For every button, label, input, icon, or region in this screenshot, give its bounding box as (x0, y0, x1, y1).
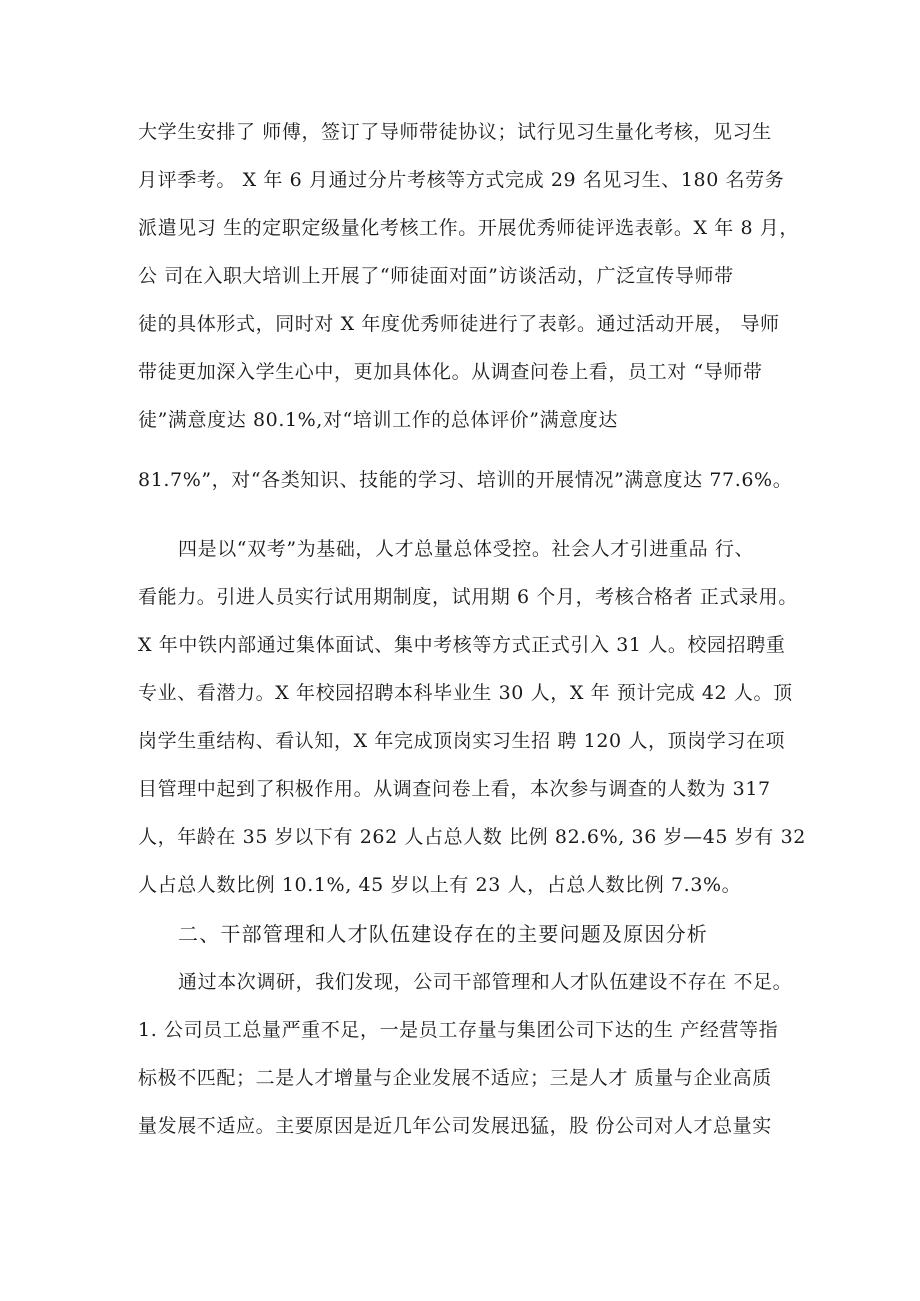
paragraph-3-line-4: 量发展不适应。主要原因是近几年公司发展迅猛，股 份公司对人才总量实 (138, 1115, 772, 1137)
paragraph-1-line-5: 徒的具体形式，同时对 X 年度优秀师徒进行了表彰。通过活动开展， 导师 (138, 313, 780, 335)
paragraph-1-line-6: 带徒更加深入学生心中，更加具体化。从调查问卷上看，员工对 “导师带 (138, 361, 763, 383)
paragraph-2-line-4: 专业、看潜力。X 年校园招聘本科毕业生 30 人，X 年 预计完成 42 人。顶 (138, 682, 793, 704)
paragraph-3-line-1: 通过本次调研，我们发现，公司干部管理和人才队伍建设不存在 不足。 (178, 971, 793, 993)
section-heading: 二、干部管理和人才队伍建设存在的主要问题及原因分析 (178, 922, 708, 946)
paragraph-2-line-1: 四是以“双考”为基础，人才总量总体受控。社会人才引进重品 行、 (178, 538, 755, 560)
paragraph-1-line-1: 大学生安排了 师傅，签订了导师带徒协议；试行见习生量化考核，见习生 (138, 121, 772, 143)
paragraph-2-line-2: 看能力。引进人员实行试用期制度，试用期 6 个月，考核合格者 正式录用。 (138, 586, 798, 608)
paragraph-3-line-3: 标极不匹配；二是人才增量与企业发展不适应；三是人才 质量与企业高质 (138, 1067, 772, 1089)
paragraph-2-line-8: 人占总人数比例 10.1%, 45 岁以上有 23 人，占总人数比例 7.3%。 (138, 874, 742, 896)
paragraph-1-line-4: 公 司在入职大培训上开展了“师徒面对面”访谈活动，广泛宣传导师带 (138, 265, 734, 287)
paragraph-1-line-8: 81.7%”，对“各类知识、技能的学习、培训的开展情况”满意度达 77.6%。 (138, 469, 793, 491)
paragraph-1-line-7: 徒”满意度达 80.1%,对“培训工作的总体评价”满意度达 (138, 409, 618, 431)
paragraph-2-line-7: 人，年龄在 35 岁以下有 262 人占总人数 比例 82.6%, 36 岁—45 岁有 32 (138, 826, 806, 848)
paragraph-3-line-2: 1. 公司员工总量严重不足，一是员工存量与集团公司下达的生 产经营等指 (138, 1019, 779, 1041)
paragraph-2-line-3: X 年中铁内部通过集体面试、集中考核等方式正式引入 31 人。校园招聘重 (138, 634, 786, 656)
paragraph-2-line-6: 目管理中起到了积极作用。从调查问卷上看，本次参与调查的人数为 317 (138, 778, 771, 800)
paragraph-1-line-3: 派遣见习 生的定职定级量化考核工作。开展优秀师徒评选表彰。X 年 8 月， (138, 217, 799, 239)
paragraph-2-line-5: 岗学生重结构、看认知，X 年完成顶岗实习生招 聘 120 人，顶岗学习在项 (138, 730, 786, 752)
paragraph-1-line-2: 月评季考。 X 年 6 月通过分片考核等方式完成 29 名见习生、180 名劳务 (138, 169, 785, 191)
